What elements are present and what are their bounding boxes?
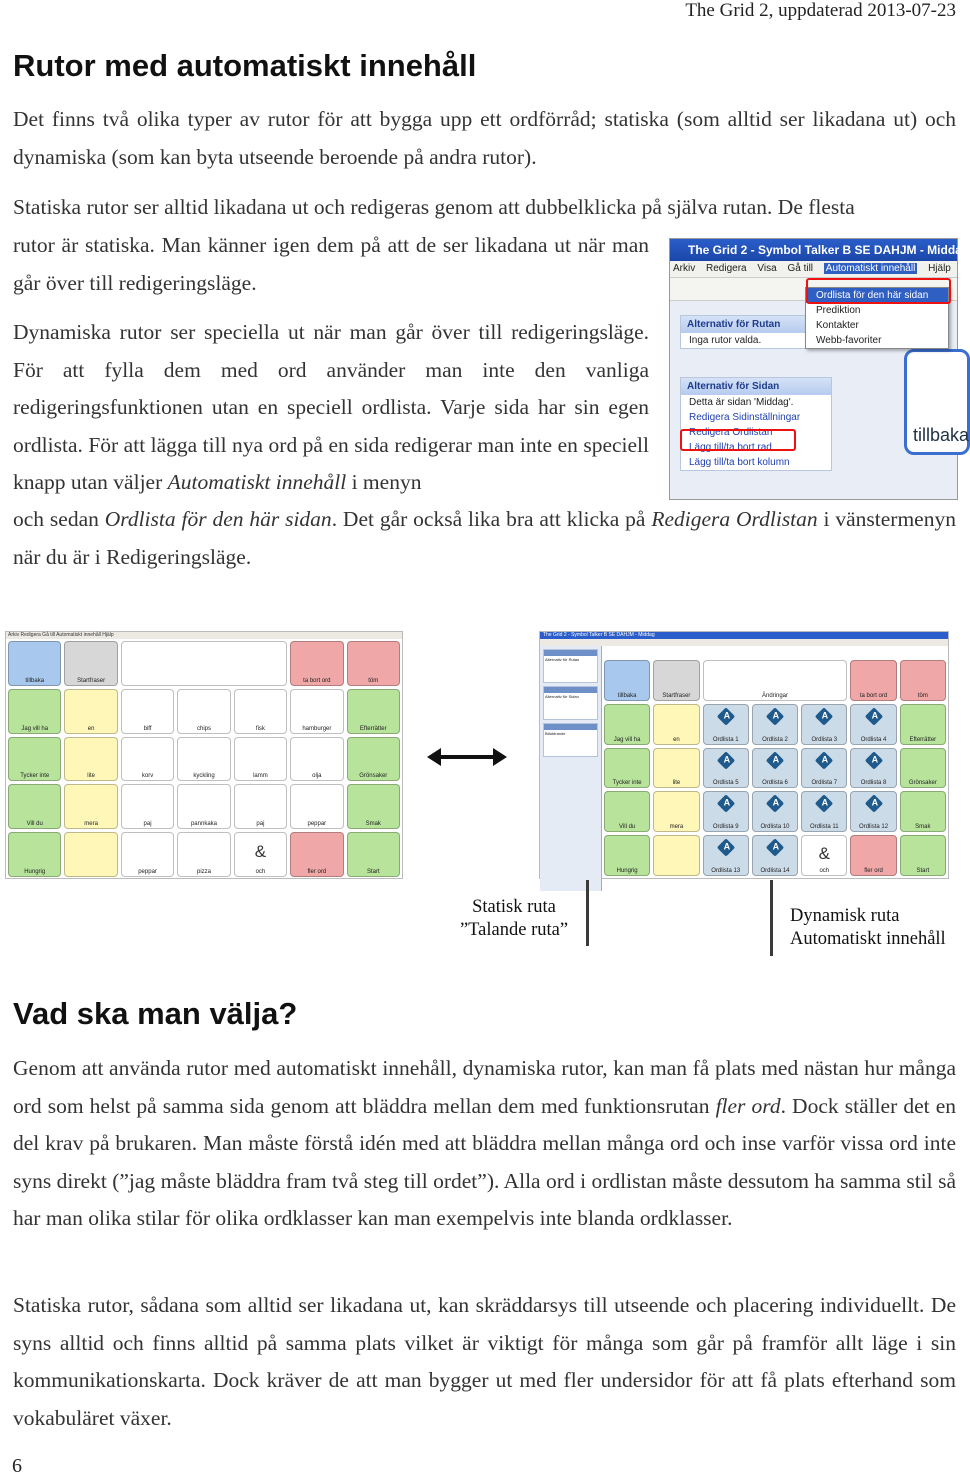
pointer-line-dynamic: [770, 880, 773, 956]
static-cell-4-6[interactable]: [347, 832, 400, 877]
section-title-what-to-choose: Vad ska man välja?: [13, 996, 298, 1031]
dynamic-cell-1-1[interactable]: [653, 704, 699, 745]
dynamic-cell-label: Ordlista 3: [811, 736, 838, 743]
double-arrow-icon: [427, 742, 507, 772]
dynamic-cell-3-4[interactable]: [801, 791, 847, 832]
static-cell-label: paj: [143, 821, 152, 828]
paragraph-dynamic-cont: och sedan Ordlista för den här sidan. Det går också lika bra att klicka på Redigera Ordlistan i vänstermenyn när du är i Redigeringsläge.: [13, 507, 956, 569]
static-cell-4-0[interactable]: [8, 832, 61, 877]
side-label-scroll: Bläddrande: [545, 731, 566, 736]
static-cell-0-6[interactable]: [347, 641, 400, 686]
static-cell-0-1[interactable]: [64, 641, 117, 686]
link-add-remove-row[interactable]: Lägg till/ta bort rad: [689, 442, 772, 453]
dynamic-cell-label: lite: [672, 780, 681, 787]
static-cell-label: ta bort ord: [303, 677, 331, 684]
dynamic-cell-3-0[interactable]: [604, 791, 650, 832]
dynamic-cell-label: Ordlista 7: [811, 780, 838, 787]
paragraph-intro: Det finns två olika typer av rutor för att bygga upp ett ordförråd; statiska (som alltid ser likadana ut) och dynamiska (som kan byta utseende beroende på andra rutor).: [13, 107, 956, 169]
dynamic-cell-label: Vill du: [619, 824, 636, 831]
static-cell-3-1[interactable]: [64, 784, 117, 829]
panel-cell-title: Alternativ för Rutan: [681, 316, 831, 333]
caption-static-line2: ”Talande ruta”: [459, 920, 569, 940]
dynamic-cell-label: Hungrig: [616, 867, 638, 874]
static-cell-2-0[interactable]: [8, 737, 61, 782]
paragraph-dynamic: Dynamiska rutor ser speciella ut när man går över till redigeringsläge. För att fylla dem med ord använder man inte den vanliga redigeringsfunktionen utan en speciell ordlista. Varje sida har sin egen ordlista. För att lägga till nya ord på en sida redigerar man inte en speciell knapp utan väljer Automatiskt innehåll i menyn: [13, 320, 649, 494]
dynamic-cell-label: Ordlista 9: [712, 824, 739, 831]
static-cell-1-6[interactable]: [347, 689, 400, 734]
static-cell-1-3[interactable]: [177, 689, 230, 734]
dynamic-cell-label: Ordlista 8: [860, 780, 887, 787]
static-cell-label: biff: [143, 725, 152, 732]
dynamic-cell-icon: [766, 751, 784, 769]
dynamic-cell-4-0[interactable]: [604, 835, 650, 876]
dynamic-cell-icon: [864, 795, 882, 813]
static-cell-label: Hungrig: [24, 868, 46, 875]
grid-dynamic-menu: [540, 639, 948, 646]
dynamic-cell-0-6[interactable]: [900, 660, 946, 701]
dynamic-cell-3-6[interactable]: [900, 791, 946, 832]
dynamic-cell-label: Ordlista 11: [809, 824, 839, 831]
static-cell-1-2[interactable]: [121, 689, 174, 734]
static-cell-0-2[interactable]: [121, 641, 287, 686]
static-cell-label: fler ord: [307, 868, 327, 875]
dynamic-cell-2-0[interactable]: [604, 748, 650, 789]
pointer-line-static: [586, 880, 589, 946]
dynamic-cell-2-1[interactable]: [653, 748, 699, 789]
dynamic-cell-label: Ordlista 2: [762, 736, 788, 743]
dynamic-cell-label: mera: [669, 824, 684, 831]
menu-redigera[interactable]: Redigera: [706, 263, 747, 274]
dynamic-cell-label: Ordlista 5: [712, 780, 739, 787]
dynamic-cell-2-2[interactable]: [703, 748, 749, 789]
dynamic-cell-label: Smak: [915, 824, 931, 831]
static-cell-1-5[interactable]: [290, 689, 343, 734]
static-cell-2-1[interactable]: [64, 737, 117, 782]
menu-ga-till[interactable]: Gå till: [787, 263, 814, 274]
caption-dynamic-cell: [790, 905, 958, 951]
dynamic-cell-label: Ordlista 13: [711, 867, 741, 874]
dynamic-cell-0-2[interactable]: [703, 660, 848, 701]
dynamic-cell-label: Start: [916, 867, 930, 874]
caption-static-cell: [450, 896, 578, 942]
static-cell-2-6[interactable]: [347, 737, 400, 782]
dynamic-cell-label: Tycker inte: [612, 780, 642, 787]
static-cell-3-0[interactable]: [8, 784, 61, 829]
side-label-cell: Alternativ för Rutan: [545, 657, 580, 662]
dynamic-cell-4-2[interactable]: [703, 835, 749, 876]
static-cell-label: kyckling: [193, 773, 215, 780]
dynamic-cell-2-6[interactable]: [900, 748, 946, 789]
static-cell-4-2[interactable]: [121, 832, 174, 877]
static-cell-label: töm: [368, 677, 379, 684]
caption-dynamic-line1: Dynamisk ruta: [790, 906, 900, 926]
ampersand-icon: &: [254, 841, 267, 861]
dynamic-cell-label: Ordlista 4: [860, 736, 887, 743]
dynamic-cell-icon: [766, 707, 784, 725]
page-number: 6: [12, 1455, 22, 1477]
static-cell-1-0[interactable]: [8, 689, 61, 734]
static-cell-0-5[interactable]: [290, 641, 343, 686]
static-cell-label: pizza: [196, 868, 211, 875]
grid-dynamic-title: The Grid 2 - Symbol Talker B SE DAHJM - Middag: [540, 632, 948, 639]
page-header: The Grid 2, uppdaterad 2013-07-23: [685, 0, 956, 21]
static-cell-label: korv: [141, 773, 154, 780]
menuitem-web-favorites[interactable]: Webb-favoriter: [816, 335, 882, 346]
dynamic-cell-1-3[interactable]: [752, 704, 798, 745]
dynamic-cell-3-3[interactable]: [752, 791, 798, 832]
static-cell-label: Grönsaker: [359, 773, 388, 780]
dynamic-cell-3-2[interactable]: [703, 791, 749, 832]
static-cell-label: olja: [312, 773, 322, 780]
dynamic-cell-1-5[interactable]: [850, 704, 896, 745]
static-cell-label: pannkaka: [190, 821, 217, 828]
static-cell-2-4[interactable]: [234, 737, 287, 782]
static-cell-label: en: [87, 725, 95, 732]
dynamic-cell-1-0[interactable]: [604, 704, 650, 745]
static-cell-label: och: [255, 868, 266, 875]
dynamic-cell-1-2[interactable]: [703, 704, 749, 745]
dynamic-cell-icon: [717, 838, 735, 856]
static-cell-4-1[interactable]: [64, 832, 117, 877]
cell-tillbaka: [904, 349, 970, 455]
dynamic-cell-1-4[interactable]: [801, 704, 847, 745]
static-cell-4-4[interactable]: [234, 832, 287, 877]
static-cell-label: Vill du: [26, 821, 43, 828]
static-cell-label: tillbaka: [25, 677, 45, 684]
grid-dynamic: [604, 660, 946, 876]
dynamic-cell-icon: [815, 707, 833, 725]
dynamic-cell-label: fler ord: [864, 867, 883, 874]
dynamic-cell-label: Startfraser: [662, 692, 691, 699]
dynamic-cell-4-1[interactable]: [653, 835, 699, 876]
dynamic-cell-icon: [815, 795, 833, 813]
static-cell-3-3[interactable]: [177, 784, 230, 829]
dynamic-cell-2-4[interactable]: [801, 748, 847, 789]
static-cell-label: Tycker inte: [20, 773, 50, 780]
static-cell-label: chips: [196, 725, 211, 732]
static-cell-label: peppar: [307, 821, 327, 828]
dynamic-cell-label: Jag vill ha: [613, 736, 641, 743]
caption-dynamic-line2: Automatiskt innehåll: [790, 929, 946, 949]
dynamic-cell-label: och: [819, 867, 830, 874]
static-cell-1-1[interactable]: [64, 689, 117, 734]
screenshot-menu-automatic-content: [669, 238, 970, 500]
menuitem-contacts[interactable]: Kontakter: [816, 320, 859, 331]
paragraph-static-line: Statiska rutor ser alltid likadana ut och redigeras genom att dubbelklicka på själva rutan. De flesta: [13, 195, 855, 219]
dynamic-cell-4-5[interactable]: [850, 835, 896, 876]
static-cell-label: fisk: [255, 725, 265, 732]
static-cell-label: paj: [256, 821, 265, 828]
panel-cell-text: Inga rutor valda.: [689, 335, 762, 346]
dynamic-cell-label: ta bort ord: [859, 692, 888, 699]
panel-page-info: Detta är sidan 'Middag'.: [689, 397, 794, 408]
static-cell-3-4[interactable]: [234, 784, 287, 829]
static-cell-2-2[interactable]: [121, 737, 174, 782]
dynamic-cell-label: Ändringar: [761, 692, 788, 699]
dynamic-cell-icon: [717, 751, 735, 769]
static-cell-1-4[interactable]: [234, 689, 287, 734]
static-cell-3-5[interactable]: [290, 784, 343, 829]
dynamic-cell-0-5[interactable]: [850, 660, 896, 701]
caption-static-line1: Statisk ruta: [472, 897, 556, 917]
static-cell-3-6[interactable]: [347, 784, 400, 829]
side-label-page: Alternativ för Sidan: [545, 694, 579, 699]
dynamic-cell-label: Ordlista 6: [762, 780, 788, 787]
static-cell-3-2[interactable]: [121, 784, 174, 829]
dynamic-cell-label: Ordlista 14: [760, 867, 790, 874]
static-cell-label: lite: [87, 773, 95, 780]
highlight-edit-wordlist: [680, 429, 796, 451]
panel-page-options: [680, 377, 832, 471]
dynamic-cell-2-5[interactable]: [850, 748, 896, 789]
static-cell-label: mera: [84, 821, 98, 828]
dynamic-cell-icon: [864, 751, 882, 769]
grid-static-cells: [5, 631, 403, 879]
static-cell-0-0[interactable]: [8, 641, 61, 686]
static-cell-label: hamburger: [302, 725, 332, 732]
static-cell-label: Startfraser: [77, 677, 106, 684]
static-cell-label: Jag vill ha: [21, 725, 49, 732]
static-cell-2-3[interactable]: [177, 737, 230, 782]
dynamic-cell-icon: [766, 838, 784, 856]
dynamic-cell-icon: [717, 795, 735, 813]
static-cell-4-3[interactable]: [177, 832, 230, 877]
menu-automatic-content[interactable]: Automatiskt innehåll: [825, 263, 916, 274]
link-add-remove-column[interactable]: Lägg till/ta bort kolumn: [689, 457, 790, 468]
dynamic-cell-0-0[interactable]: [604, 660, 650, 701]
cell-tillbaka-label: tillbaka: [913, 425, 970, 445]
dynamic-cell-icon: [717, 707, 735, 725]
dynamic-cell-3-1[interactable]: [653, 791, 699, 832]
grid-dynamic-cells: [539, 631, 949, 879]
menu-hjalp[interactable]: Hjälp: [928, 263, 951, 274]
static-cell-2-5[interactable]: [290, 737, 343, 782]
dynamic-cell-label: Grönsaker: [908, 780, 937, 787]
section-title-automatic-content: Rutor med automatiskt innehåll: [13, 48, 477, 83]
panel-page-title: Alternativ för Sidan: [681, 378, 831, 395]
ampersand-icon: &: [818, 843, 830, 863]
paragraph-choose-1: Genom att använda rutor med automatiskt innehåll, dynamiska rutor, kan man få plats med nästan hur många ord som helst på samma sida genom att bläddra mellan dem med funktionsrutan fler ord. Dock ställer det en del krav på brukaren. Man måste förstå idén med att bläddra mellan många ord och inse varför vissa ord inte syns direkt (”jag måste bläddra fram två steg till ordet”). Alla ord i ordlistan måste dessutom ha samma stil så har man olika stilar för olika ordklasser kan man exempelvis inte blanda ordklasser.: [13, 1056, 957, 1230]
menu-arkiv[interactable]: Arkiv: [673, 263, 696, 274]
dynamic-cell-label: Ordlista 12: [859, 824, 889, 831]
dynamic-cell-icon: [815, 751, 833, 769]
dynamic-cell-label: tillbaka: [617, 692, 637, 699]
static-cell-label: Efterrätter: [359, 725, 387, 732]
grid-dynamic-sidepanel: [540, 646, 602, 891]
dynamic-cell-label: en: [673, 736, 680, 743]
dynamic-cell-4-6[interactable]: [900, 835, 946, 876]
static-cell-label: Smak: [365, 821, 381, 828]
dynamic-cell-4-4[interactable]: [801, 835, 847, 876]
dynamic-cell-icon: [864, 707, 882, 725]
static-cell-label: peppar: [138, 868, 157, 875]
dynamic-cell-2-3[interactable]: [752, 748, 798, 789]
paragraph-static-cont: rutor är statiska. Man känner igen dem på att de ser likadana ut när man går över till redigeringsläge.: [13, 233, 649, 295]
dynamic-cell-label: Ordlista 10: [760, 824, 790, 831]
link-edit-wordlist[interactable]: Redigera Ordlistan: [689, 427, 773, 438]
menuitem-prediction[interactable]: Prediktion: [816, 305, 861, 316]
dynamic-cell-4-3[interactable]: [752, 835, 798, 876]
menuitem-wordlist-for-page[interactable]: Ordlista för den här sidan: [806, 288, 948, 303]
highlight-menu: [806, 278, 951, 304]
link-edit-page-settings[interactable]: Redigera Sidinställningar: [689, 412, 801, 423]
static-cell-label: Start: [366, 868, 380, 875]
menu-bar: [670, 261, 957, 278]
dynamic-cell-1-6[interactable]: [900, 704, 946, 745]
static-cell-4-5[interactable]: [290, 832, 343, 877]
grid-static-menu: Arkiv Redigera Gå till Automatiskt innehåll Hjälp: [6, 632, 402, 639]
static-cell-label: lamm: [253, 773, 268, 780]
dynamic-cell-label: Ordlista 1: [712, 736, 739, 743]
paragraph-choose-2: Statiska rutor, sådana som alltid ser likadana ut, kan skräddarsys till utseende och placering individuellt. De syns alltid och finns alltid på samma plats vilket är viktigt för många som går på framför allt läge i sin kommunikationskarta. Dock kräver de att man bygger ut med fler undersidor för att få plats efterhand som vokabuläret växer.: [13, 1293, 956, 1430]
dynamic-cell-label: töm: [917, 692, 928, 699]
dynamic-cell-label: Efterrätter: [909, 736, 937, 743]
grid-static: [8, 641, 400, 877]
dynamic-cell-3-5[interactable]: [850, 791, 896, 832]
window-title: The Grid 2 - Symbol Talker B SE DAHJM - Middag: [670, 239, 957, 261]
dynamic-cell-0-1[interactable]: [653, 660, 699, 701]
dynamic-cell-icon: [766, 795, 784, 813]
menu-visa[interactable]: Visa: [757, 263, 777, 274]
